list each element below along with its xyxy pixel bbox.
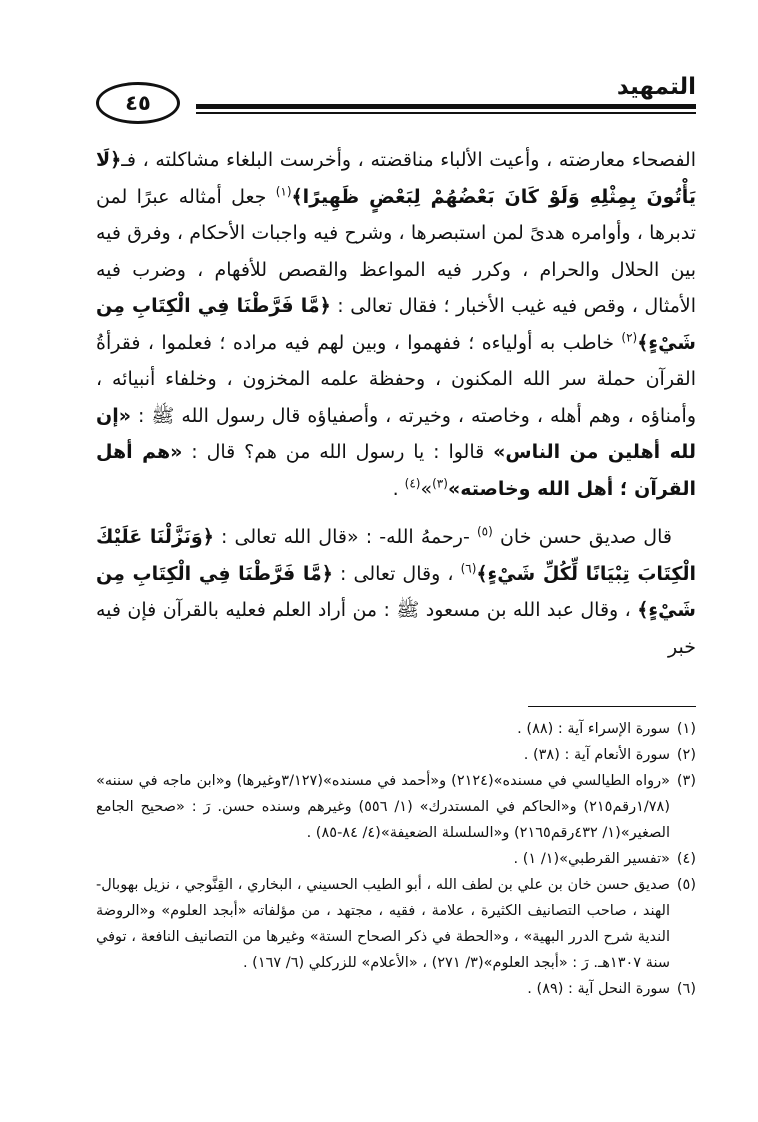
footnote-text: «تفسير القرطبي»(١/ ١) . [513,851,670,867]
footnote-text: سورة الأنعام آية : (٣٨) . [523,747,670,763]
footnote-1 [96,716,696,742]
hadith-quote: «إن لله أهلين من الناس» [96,404,697,463]
footnote-number: (٣) [676,773,696,789]
quran-verse: ﴿مَّا فَرَّطْنَا فِي الْكِتَابِ مِن شَيْءٍ﴾ [96,562,696,621]
quran-verse: ﴿وَنَزَّلْنَا عَلَيْكَ الْكِتَابَ تِبْيَانًا لِّكُلِّ شَيْءٍ﴾ [96,526,697,585]
footnote-ref: (١) [275,184,292,199]
header-rule-thick [196,104,696,109]
footnote-ref: (٤) [404,476,421,491]
footnote-number: (٥) [676,877,696,893]
text-span: جعل أمثاله عبرًا لمن تدبرها ، وأوامره هدىً لمن استبصرها ، وشرح فيه واجبات الأحكام ، وفرق فيه بين الحلال والحرام ، وكرر فيه المواعظ والقصص للأفهام ، وضرب فيه الأمثال ، وقص فيه غيب الأخبار ؛ فقال تعالى : [96,185,696,317]
text-span: » [420,477,433,500]
footnote-ref: (٥) [476,524,493,539]
hadith-quote: «هم أهل القرآن ؛ أهل الله وخاصته» [96,441,696,500]
footnote-text: سورة الإسراء آية : (٨٨) . [517,721,670,737]
text-span: -رحمهُ الله- : «قال الله تعالى : [213,526,477,548]
header-rule-thin [196,112,696,114]
main-text [96,142,696,665]
footnote-number: (٢) [676,747,696,763]
quran-verse: ﴿لَا يَأْتُونَ بِمِثْلِهِ وَلَوْ كَانَ بَعْضُهُمْ لِبَعْضٍ ظَهِيرًا﴾ [96,149,696,208]
footnote-text: سورة النحل آية : (٨٩) . [527,981,670,997]
footnote-4 [96,846,696,872]
footnote-text: صديق حسن خان بن علي بن لطف الله ، أبو الطيب الحسيني ، البخاري ، القِنَّوجي ، نزيل بهوبال- الهند ، صاحب التصانيف الكثيرة ، علامة ، فقيه ، مجتهد ، من مؤلفاته «أبجد العلوم» و«الروضة الندية شرح الدرر البهية» ، و«الحطة في ذكر الصحاح الستة» وغيرها من التصانيف النافعة ، توفي سنة ١٣٠٧هـ. رَ : «أبجد العلوم»(٣/ ٢٧١) ، «الأعلام» للزركلي (٦/ ١٦٧) . [96,877,670,971]
footnote-ref: (٢) [621,330,638,345]
text-span: قالوا : يا رسول الله من هم؟ قال : [182,441,494,463]
footnote-6 [96,976,696,1002]
footnote-3 [96,768,696,846]
quran-verse: ﴿مَّا فَرَّطْنَا فِي الْكِتَابِ مِن شَيْءٍ﴾ [96,295,696,354]
page-header [96,70,696,126]
text-span: ، وقال عبد الله بن مسعود ﷺ : من أراد العلم فعليه بالقرآن فإن فيه خبر [96,599,696,658]
chapter-title: التمهيد [616,74,696,100]
footnote-number: (٦) [676,981,696,997]
footnote-number: (١) [676,721,696,737]
footnote-5 [96,872,696,976]
footnote-number: (٤) [676,851,696,867]
paragraph-2 [96,519,696,665]
footnote-2 [96,742,696,768]
footnote-text: «رواه الطيالسي في مسنده»(٢١٢٤) و«أحمد في مسنده»(٣/١٢٧وغيرها) و«ابن ماجه في سننه» (١/٧٨رقم٢١٥) و«الحاكم في المستدرك» (١/ ٥٥٦) وغيرهم وسنده حسن. رَ : «صحيح الجامع الصغير»(١/ ٤٣٢رقم٢١٦٥) و«السلسلة الضعيفة»(٤/ ٨٤-٨٥) . [96,773,670,841]
paragraph-1 [96,142,696,507]
text-span: الفصحاء معارضته ، وأعيت الألباء مناقضته ، وأخرست البلغاء مشاكلته ، فـ [121,149,696,171]
text-span: . [392,477,405,500]
text-span: قال صديق حسن خان [492,526,672,548]
footnote-ref: (٣) [432,476,448,491]
footnote-separator [528,706,696,707]
footnotes [96,716,696,1002]
footnote-ref: (٦) [460,561,477,576]
text-span: خاطب به أولياءه ؛ ففهموا ، وبين لهم فيه مراده ؛ فعلموا ، فقرأةُ القرآن حملة سر الله المكنون ، وحفظة علمه المخزون ، وخلفاء أنبيائه ، وأمناؤه ، وهم أهله ، وخاصته ، وخيرته ، وأصفياؤه قال رسول الله ﷺ : [96,331,696,427]
page-number: ٤٥ [96,82,180,124]
text-span: ، وقال تعالى : [332,562,461,585]
